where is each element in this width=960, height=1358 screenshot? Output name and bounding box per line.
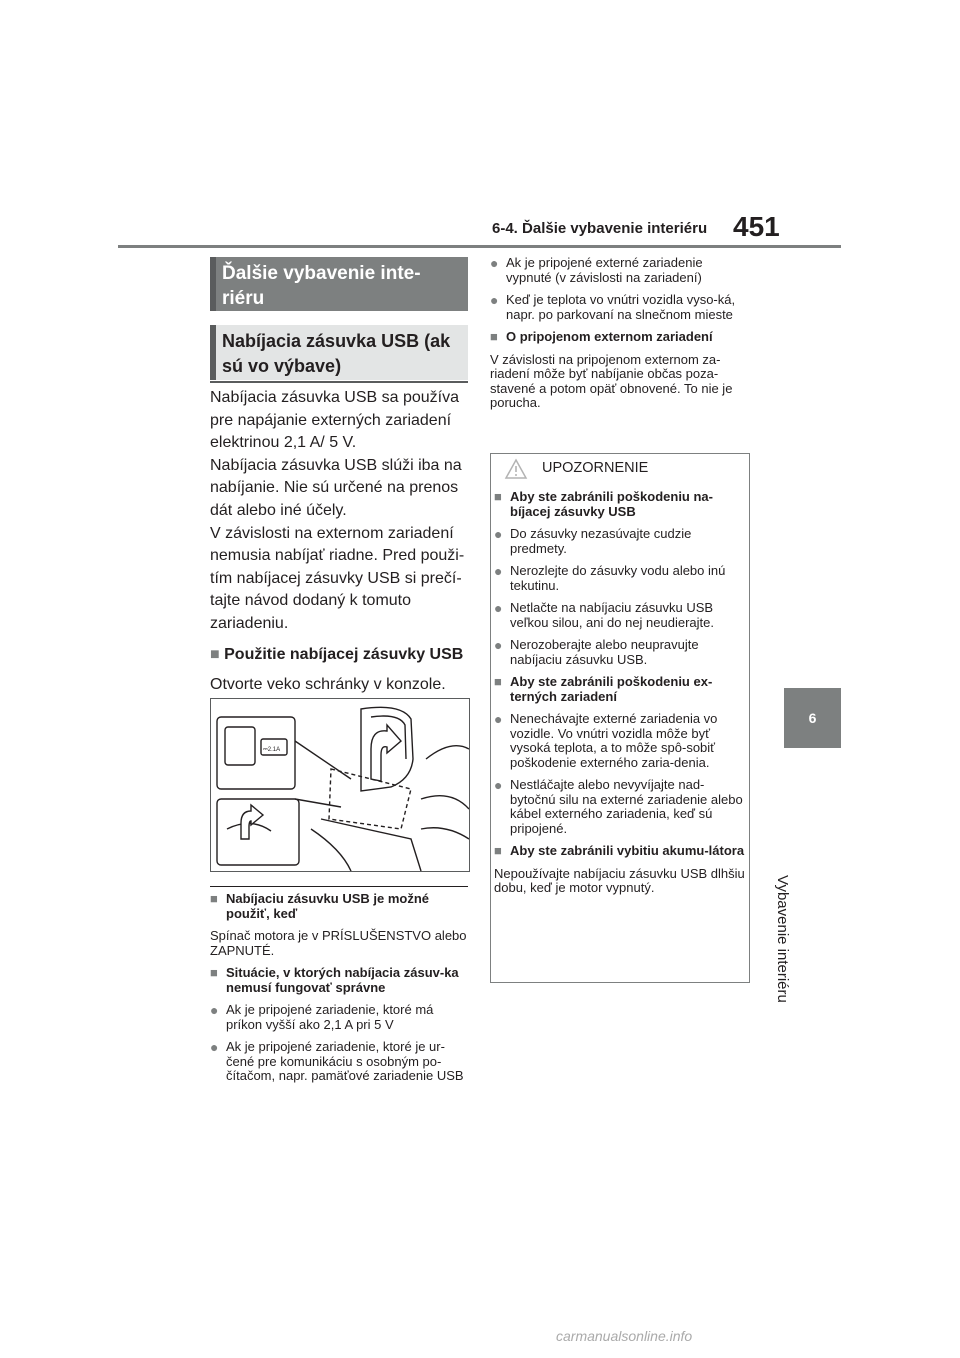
warning-heading: ■ Aby ste zabránili poškodeniu ex-terných zariadení [494,674,713,704]
note-paragraph: Spínač motora je v PRÍSLUŠENSTVO alebo ZAPNUTÉ. [210,928,467,958]
note-heading: ■ Situácie, v ktorých nabíjacia zásuv-ka nemusí fungovať správne [210,965,459,995]
note-paragraph: V závislosti na pripojenom externom za-riadení môže byť nabíjanie občas poza-stavené a potom opäť obnovené. To nie je porucha. [490,351,733,410]
warning-heading: ■ Aby ste zabránili poškodeniu na-bíjacej zásuvky USB [494,489,713,519]
usb-port-label: ⎓2.1A [263,747,281,753]
square-bullet-icon: ■ [490,329,498,344]
warning-paragraph: Nepoužívajte nabíjaciu zásuvku USB dlhšiu dobu, keď je motor vypnutý. [494,865,745,895]
note-bullet: ● Ak je pripojené zariadenie, ktoré má príkon vyšší ako 2,1 A pri 5 V [210,1002,434,1032]
intro-paragraph: V závislosti na externom zariadení nemusia nabíjať riadne. Pred použi-tím nabíjacej zásuvky USB si prečí-tajte návod dodaný k tomuto zariadeniu. [210,524,465,632]
warning-bullet: ● Nestláčajte alebo nevyvíjajte nad-bytočnú silu na externé zariadenie alebo kábel externého zariadenia, keď sú pripojené. [494,777,743,836]
square-bullet-icon: ■ [210,965,218,980]
note-bullet: ● Ak je pripojené zariadenie, ktoré je ur-čené pre komunikáciu s osobným po-čítačom, napr. pamäťové zariadenie USB [210,1039,464,1083]
note-bullet: ● Ak je pripojené externé zariadenie vypnuté (v závislosti na zariadení) [490,255,703,285]
round-bullet-icon: ● [490,292,499,308]
warning-heading: ■ Aby ste zabránili vybitiu akumu-látora [494,843,745,858]
note-bullet: ● Keď je teplota vo vnútri vozidla vyso-ká, napr. po parkovaní na slnečnom mieste [490,292,736,322]
warning-content [494,490,746,904]
note-heading: ■ Nabíjaciu zásuvku USB je možné použiť, keď [210,891,430,921]
page-number: 451 [733,211,780,242]
round-bullet-icon: ● [494,526,503,542]
square-bullet-icon: ■ [494,843,502,858]
round-bullet-icon: ● [494,777,503,793]
chapter-tab: 6 [784,688,841,748]
warning-bullet: ● Netlačte na nabíjaciu zásuvku USB veľkou silou, ani do nej neudierajte. [494,600,714,630]
header-divider [118,245,841,248]
warning-title: UPOZORNENIE [542,460,649,476]
warning-bullet: ● Do zásuvky nezasúvajte cudzie predmety. [494,526,692,556]
usage-text: Otvorte veko schránky v konzole. [210,676,446,694]
subsection-title: Nabíjacia zásuvka USB (ak sú vo výbave) [222,331,451,376]
warning-bullet: ● Nerozlejte do zásuvky vodu alebo inú tekutinu. [494,563,726,593]
square-bullet-icon: ■ [494,489,502,504]
round-bullet-icon: ● [210,1002,219,1018]
running-header: 6-4. Ďalšie vybavenie interiéru [492,220,708,237]
round-bullet-icon: ● [494,600,503,616]
subsection-title-accent [210,325,216,380]
intro-text [210,387,472,697]
square-bullet-icon: ■ [210,645,220,663]
warning-bullet: ● Nerozoberajte alebo neupravujte nabíjaciu zásuvku USB. [494,637,699,667]
round-bullet-icon: ● [494,711,503,727]
usage-heading: ■ Použitie nabíjacej zásuvky USB [210,645,464,663]
warning-bullet: ● Nenechávajte externé zariadenia vo vozidle. Vo vnútri vozidla môže byť vysoká teplota, a to môže spô-sobiť poškodenie externého zaria-denia. [494,711,718,770]
warning-header [490,455,748,482]
subsection-divider [210,381,468,383]
square-bullet-icon: ■ [494,674,502,689]
square-bullet-icon: ■ [210,891,218,906]
console-drawing [211,699,469,871]
notes-column-2 [490,256,750,419]
intro-paragraph: Nabíjacia zásuvka USB sa používa pre napájanie externých zariadení elektrinou 2,1 A/ 5 V. [210,389,460,452]
round-bullet-icon: ● [494,637,503,653]
warning-triangle-icon [504,458,528,480]
section-title-accent [210,257,216,311]
usb-illustration [210,698,470,872]
note-heading: ■ O pripojenom externom zariadení [490,329,713,344]
notes-column-1 [210,892,472,1092]
footer-watermark: carmanualsonline.info [556,1328,693,1344]
round-bullet-icon: ● [494,563,503,579]
round-bullet-icon: ● [490,255,499,271]
round-bullet-icon: ● [210,1039,219,1055]
chapter-label: Vybavenie interiéru [774,875,791,1003]
intro-paragraph: Nabíjacia zásuvka USB slúži iba na nabíjanie. Nie sú určené na prenos dát alebo iné účely. [210,456,462,519]
notes-divider [210,886,468,887]
section-title: Ďalšie vybavenie inte-riéru [222,263,421,309]
